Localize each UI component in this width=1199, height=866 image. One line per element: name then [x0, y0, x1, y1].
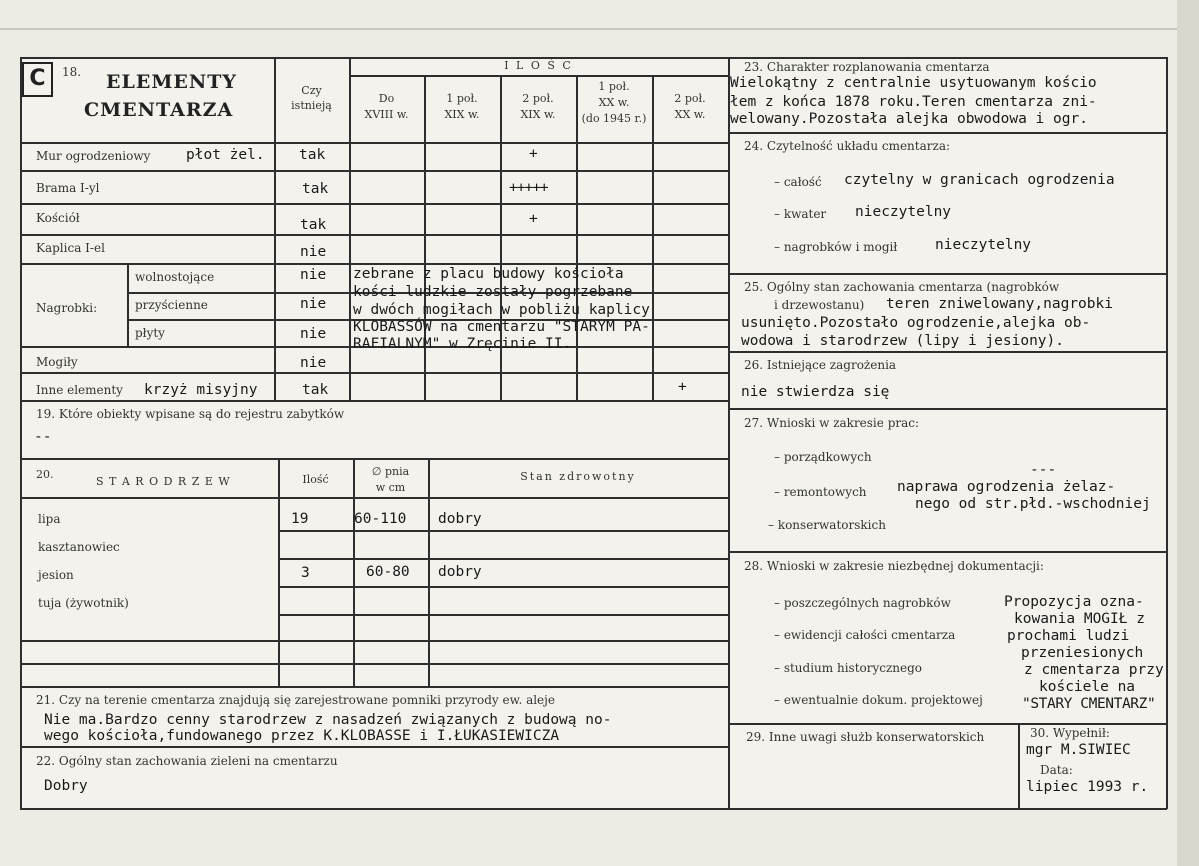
q25-label1: 25. Ogólny stan zachowania cmentarza (nagrobków [744, 280, 1060, 294]
q30-date: lipiec 1993 r. [1026, 779, 1149, 795]
period-5-l1: 2 poł. [674, 92, 706, 105]
ilosc-header: I L O Ś C [504, 59, 573, 72]
row-przyscienne-label: przyścienne [135, 298, 208, 312]
q27-label: 27. Wnioski w zakresie prac: [744, 416, 920, 430]
q28-item: – ewidencji całości cmentarza [774, 628, 956, 642]
tree-size: 60-80 [366, 564, 410, 580]
tree-count: 19 [291, 511, 309, 527]
starodrzew-row [278, 586, 728, 588]
q28-item: – poszczególnych nagrobków [774, 596, 951, 610]
section-letter-box: C [22, 62, 53, 97]
row-brama-mark: +++++ [509, 180, 548, 196]
q22-answer: Dobry [44, 778, 88, 794]
q28-answer-line: "STARY CMENTARZ" [1022, 696, 1156, 712]
q27-porzadkowych: --- [1030, 462, 1057, 478]
section-number: 18. [62, 65, 82, 79]
q19-label: 19. Które obiekty wpisane są do rejestru zabytków [36, 407, 345, 421]
row-inne-label: Inne elementy [36, 383, 123, 397]
q26-answer: nie stwierdza się [741, 384, 890, 400]
nagrobki-divider [127, 263, 129, 346]
q28-item: – studium historycznego [774, 661, 923, 675]
period-3-l2: XIX w. [520, 108, 556, 121]
row-inne-mark: + [678, 379, 687, 395]
row-mur-exists: tak [299, 147, 326, 163]
q27-remontowych-1: naprawa ogrodzenia żelaz- [897, 479, 1116, 495]
q28-answer-line: przeniesionych [1021, 645, 1144, 661]
row-kosciol-mark: + [529, 211, 538, 227]
period-5-l2: XX w. [674, 108, 706, 121]
starodrzew-row [278, 614, 728, 616]
ilosc-underline [349, 75, 728, 77]
row-inne-exists: tak [302, 382, 329, 398]
starodrzew-row [278, 558, 728, 560]
row-mogily-exists: nie [300, 355, 327, 371]
period-2-l1: 1 poł. [446, 92, 478, 105]
row-wolnostojace-label: wolnostojące [135, 270, 215, 284]
starodrzew-row [278, 530, 728, 532]
row-mur-label: Mur ogrodzeniowy [36, 149, 151, 163]
row-przyscienne-exists: nie [300, 296, 327, 312]
q28-answer-line: prochami ludzi [1007, 628, 1130, 644]
starodrzew-header-bottom [20, 497, 728, 499]
q21-label: 21. Czy na terenie cmentarza znajdują się zarejestrowane pomniki przyrody ew. aleje [36, 693, 555, 707]
q23-label: 23. Charakter rozplanowania cmentarza [744, 60, 990, 74]
tree-name: kasztanowiec [38, 540, 120, 554]
frame-bottom [20, 808, 1167, 810]
q21-line2: wego kościoła,fundowanego przez K.KLOBASSE i I.ŁUKASIEWICZA [44, 728, 560, 744]
q23-line2: łem z końca 1878 roku.Teren cmentarza zni- [730, 94, 1097, 110]
section-line [20, 458, 728, 460]
q25-line2: usunięto.Pozostało ogrodzenie,alejka ob- [741, 315, 1091, 331]
q28-label: 28. Wnioski w zakresie niezbędnej dokumentacji: [744, 559, 1044, 573]
row-line [20, 203, 728, 205]
note-line: zebrane z placu budowy kościoła [353, 266, 624, 282]
q23-line3: welowany.Pozostała alejka obwodowa i ogr. [730, 111, 1088, 127]
q25-line1: teren zniwelowany,nagrobki [886, 296, 1113, 312]
row-line [20, 234, 728, 236]
period-3-l1: 2 poł. [522, 92, 554, 105]
q24-nagrobkow: nieczytelny [935, 237, 1032, 253]
row-wolnostojace-exists: nie [300, 267, 327, 283]
frame-top [20, 57, 1167, 59]
right-section-line [728, 132, 1166, 134]
row-kosciol-label: Kościół [36, 211, 80, 225]
middle-divider [728, 57, 730, 809]
q24-kwater: nieczytelny [855, 204, 952, 220]
title-line2: CMENTARZA [84, 99, 234, 121]
q24-kwater-label: – kwater [774, 207, 827, 221]
q28-answer-line: kościele na [1039, 679, 1136, 695]
col-line-p5 [652, 75, 654, 400]
q28-answer-line: Propozycja ozna- [1004, 594, 1144, 610]
period-1-l2: XVIII w. [364, 108, 409, 121]
right-section-line [728, 408, 1166, 410]
q25-line3: wodowa i starodrzew (lipy i jesiony). [741, 333, 1065, 349]
period-4-l3: (do 1945 r.) [581, 112, 647, 125]
q19-answer: -- [34, 429, 52, 445]
tree-name: tuja (żywotnik) [38, 596, 129, 610]
q26-label: 26. Istniejące zagrożenia [744, 358, 897, 372]
starodrzew-row [20, 663, 728, 665]
q30-date-label: Data: [1040, 763, 1073, 777]
q20-col-pnia-1: ∅ pnia [371, 465, 410, 478]
q24-calosc: czytelny w granicach ogrodzenia [844, 172, 1115, 188]
q27-porzadkowych-label: – porządkowych [774, 450, 872, 464]
row-kaplica-label: Kaplica I-el [36, 241, 105, 255]
right-section-line [728, 723, 1166, 725]
nagrobki-label: Nagrobki: [36, 301, 98, 315]
q27-remontowych-label: – remontowych [774, 485, 867, 499]
q28-item: – ewentualnie dokum. projektowej [774, 693, 983, 707]
q27-remontowych-2: nego od str.płd.-wschodniej [915, 496, 1151, 512]
q30-label: 30. Wypełnił: [1030, 726, 1110, 740]
q27-konserwatorskich-label: – konserwatorskich [768, 518, 886, 532]
q23-line1: Wielokątny z centralnie usytuowanym kościo [730, 75, 1097, 91]
starodrzew-col [278, 458, 280, 686]
frame-right [1166, 57, 1168, 809]
q21-line1: Nie ma.Bardzo cenny starodrzew z nasadzeń związanych z budową no- [44, 712, 612, 728]
tree-count: 3 [301, 565, 310, 581]
section-line [20, 746, 728, 748]
page-top-separator [0, 28, 1199, 30]
right-section-line [728, 551, 1166, 553]
period-1-l1: Do [378, 92, 395, 105]
tree-size: 60-110 [354, 511, 407, 527]
period-4-l1: 1 poł. [598, 80, 630, 93]
q25-label2: i drzewostanu) [774, 298, 865, 312]
row-mogily-label: Mogiły [36, 355, 78, 369]
q28-answer-line: z cmentarza przy [1024, 662, 1164, 678]
right-section-line [728, 273, 1166, 275]
period-4-l2: XX w. [598, 96, 630, 109]
q30-divider [1018, 723, 1020, 809]
row-kosciol-exists: tak [300, 217, 327, 233]
row-plyty-exists: nie [300, 326, 327, 342]
row-kaplica-exists: nie [300, 244, 327, 260]
q29-label: 29. Inne uwagi służb konserwatorskich [746, 730, 985, 744]
tree-name: jesion [38, 568, 74, 582]
q30-name: mgr M.SIWIEC [1026, 742, 1131, 758]
tree-state: dobry [438, 564, 482, 580]
row-line [20, 400, 728, 402]
row-line [20, 170, 728, 172]
row-brama-exists: tak [302, 181, 329, 197]
page-right-edge [1177, 0, 1199, 866]
q20-col-stan: Stan zdrowotny [520, 470, 636, 483]
title-line1: ELEMENTY [106, 71, 237, 93]
q20-number: 20. [36, 468, 54, 481]
tree-name: lipa [38, 512, 61, 526]
q20-col-pnia-2: w cm [375, 481, 406, 494]
starodrzew-row [20, 640, 728, 642]
period-2-l2: XIX w. [444, 108, 480, 121]
q22-label: 22. Ogólny stan zachowania zieleni na cmentarzu [36, 754, 338, 768]
q20-col-ilosc: Ilość [302, 473, 329, 486]
note-line: RAFIALNYM" w Zręcinie II. [353, 336, 572, 352]
right-section-line [728, 351, 1166, 353]
table-header-bottom [20, 142, 728, 144]
note-line: kości ludzkie zostały pogrzebane [353, 284, 633, 300]
section-line [20, 686, 728, 688]
row-inne-value: krzyż misyjny [144, 382, 258, 398]
col-exists-header: Czy istnieją [291, 84, 332, 112]
tree-state: dobry [438, 511, 482, 527]
note-line: KLOBASSÓW na cmentarzu "STARYM PA- [353, 319, 650, 335]
row-plyty-label: płyty [135, 326, 165, 340]
starodrzew-col [428, 458, 430, 686]
q24-nagrobkow-label: – nagrobków i mogił [774, 240, 898, 254]
q20-title: S T A R O D R Z E W [96, 475, 231, 488]
row-line [20, 372, 728, 374]
q24-calosc-label: – całość [774, 175, 822, 189]
row-brama-label: Brama I-yl [36, 181, 100, 195]
row-mur-mark: + [529, 146, 538, 162]
q28-answer-line: kowania MOGIŁ z [1014, 611, 1145, 627]
row-mur-value: płot żel. [186, 147, 265, 163]
note-line: w dwóch mogiłach w pobliżu kaplicy [353, 302, 650, 318]
q24-label: 24. Czytelność układu cmentarza: [744, 139, 951, 153]
